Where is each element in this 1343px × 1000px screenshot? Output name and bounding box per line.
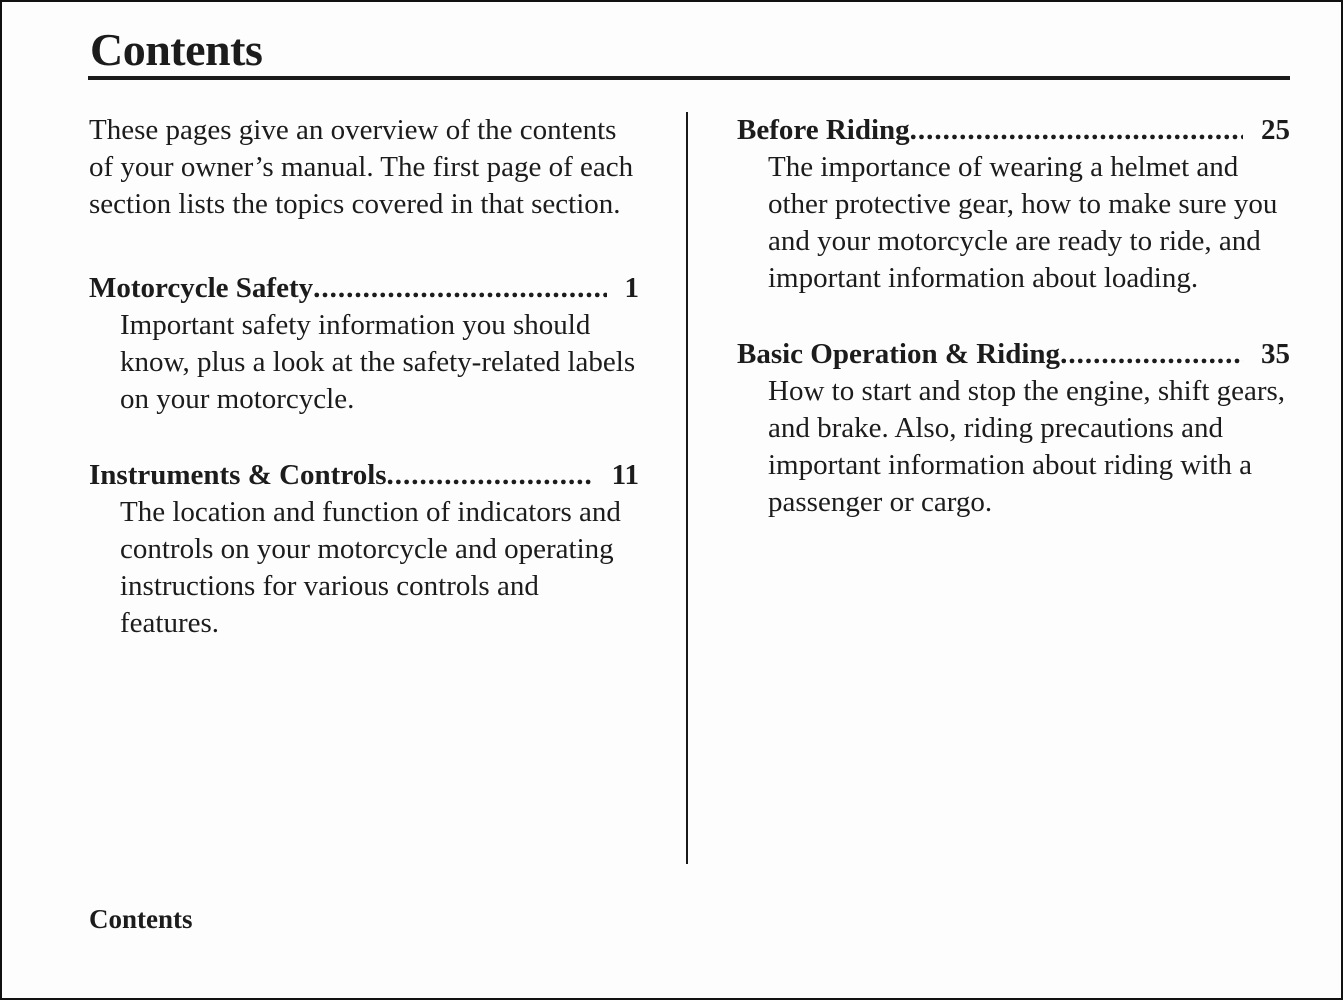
title-rule [88,76,1290,80]
left-column [89,112,639,681]
toc-entry-heading [89,270,639,307]
toc-entry-heading [89,457,639,494]
toc-entry-page-number: 1 [624,272,639,304]
toc-entry-page-number: 11 [611,459,639,491]
dot-leader [910,112,1243,149]
dot-leader [387,457,594,494]
dot-leader [1060,336,1243,373]
toc-entry-before-riding[interactable] [737,112,1290,297]
toc-entry-description: The location and function of indicators and controls on your motorcycle and operating instructions for various controls and features. [120,496,621,639]
toc-entry-basic-operation-riding[interactable] [737,336,1290,521]
toc-entry-description: The importance of wearing a helmet and other protective gear, how to make sure you and your motorcycle are ready to ride, and important information about loading. [768,151,1278,294]
toc-entry-heading [737,336,1290,373]
toc-entry-motorcycle-safety[interactable] [89,270,639,418]
toc-entry-page-number: 25 [1261,114,1290,146]
toc-entry-description: Important safety information you should know, plus a look at the safety-related labels on your motorcycle. [120,309,636,415]
toc-entry-description: How to start and stop the engine, shift gears, and brake. Also, riding precautions and important information about riding with a passenger or cargo. [768,375,1286,518]
column-divider [686,112,688,864]
right-column [737,112,1290,560]
toc-entry-instruments-controls[interactable] [89,457,639,642]
page-title: Contents [90,24,263,75]
intro-paragraph: These pages give an overview of the contents of your owner’s manual. The first page of each section lists the topics covered in that section. [89,114,634,220]
toc-entry-page-number: 35 [1261,338,1290,370]
page-footer-label: Contents [89,904,193,934]
toc-entry-label: Before Riding [737,114,910,146]
dot-leader [313,270,606,307]
toc-entry-heading [737,112,1290,149]
toc-entry-label: Instruments & Controls [89,459,387,491]
toc-entry-label: Motorcycle Safety [89,272,314,304]
toc-entry-label: Basic Operation & Riding [737,338,1061,370]
